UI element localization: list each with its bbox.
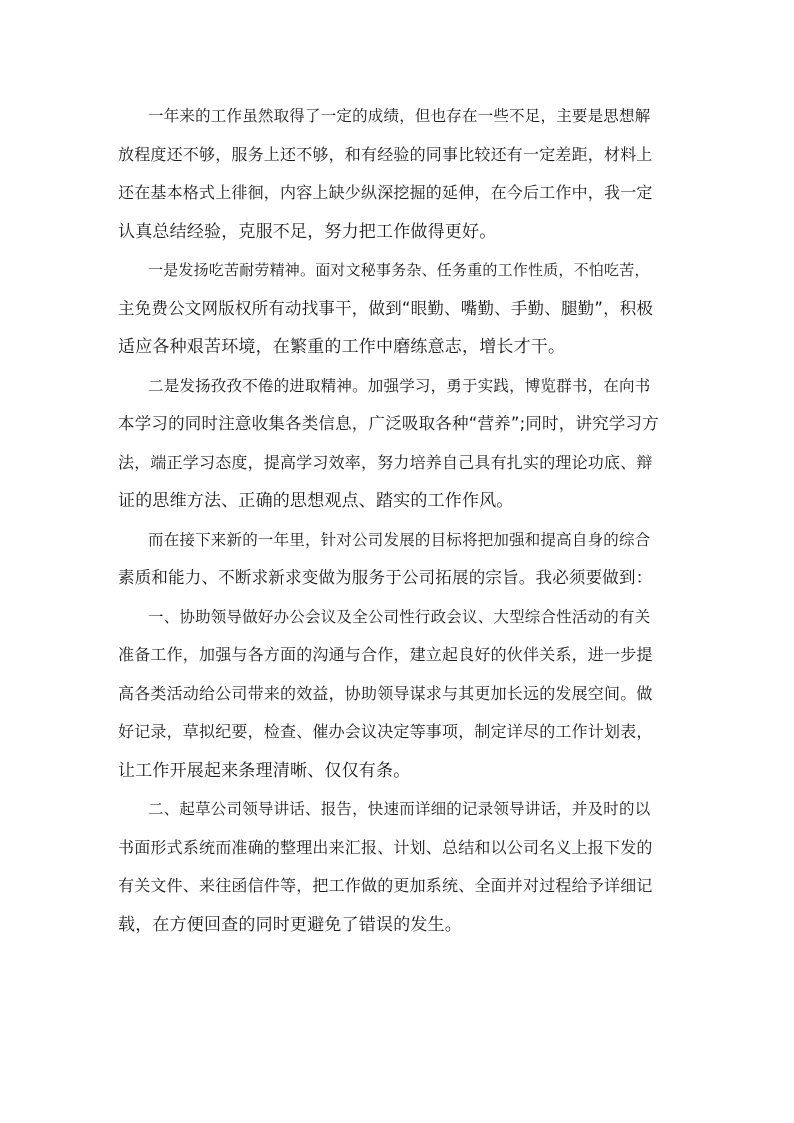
- paragraph-line: 本学习的同时注意收集各类信息，广泛吸取各种“营养”;同时，讲究学习方: [118, 414, 659, 433]
- paragraph-first-line: 二是发扬孜孜不倦的进取精神。加强学习，勇于实践，博览群书，在向书: [148, 376, 651, 395]
- paragraph-line: 载，在方便回查的同时更避免了错误的发生。: [118, 914, 462, 935]
- paragraph-line: 素质和能力、不断求新求变做为服务于公司拓展的宗旨。我必须要做到：: [118, 568, 653, 587]
- paragraph-first-line: 而在接下来新的一年里，针对公司发展的目标将把加强和提高自身的综合: [148, 530, 651, 549]
- paragraph-line: 放程度还不够，服务上还不够，和有经验的同事比较还有一定差距，材料上: [118, 144, 653, 164]
- paragraph-line: 好记录，草拟纪要，检查、催办会议决定等事项，制定详尽的工作计划表，: [118, 722, 653, 741]
- paragraph-line: 还在基本格式上徘徊，内容上缺少纵深挖掘的延伸，在今后工作中，我一定: [118, 183, 653, 202]
- paragraph-line: 高各类活动给公司带来的效益，协助领导谋求与其更加长远的发展空间。做: [118, 683, 653, 703]
- paragraph-line: 有关文件、来往函信件等，把工作做的更加系统、全面并对过程给予详细记: [118, 876, 653, 895]
- paragraph-first-line: 二、起草公司领导讲话、报告，快速而详细的记录领导讲话，并及时的以: [148, 800, 651, 818]
- paragraph-line: 让工作开展起来条理清晰、仅仅有条。: [118, 760, 411, 781]
- paragraph-first-line: 一是发扬吃苦耐劳精神。面对文秘事务杂、任务重的工作性质，不怕吃苦，: [148, 261, 650, 279]
- paragraph-first-line: 一年来的工作虽然取得了一定的成绩，但也存在一些不足，主要是思想解: [148, 107, 651, 125]
- paragraph-line: 书面形式系统而准确的整理出来汇报、计划、总结和以公司名义上报下发的: [118, 837, 653, 857]
- paragraph-line: 证的思维方法、正确的思想观点、踏实的工作作风。: [118, 491, 514, 511]
- paragraph-line: 法，端正学习态度，提高学习效率，努力培养自己具有扎实的理论功底、辩: [118, 452, 653, 472]
- paragraph-line: 准备工作，加强与各方面的沟通与合作，建立起良好的伙伴关系，进一步提: [118, 645, 653, 664]
- paragraph-line: 认真总结经验，克服不足，努力把工作做得更好。: [118, 221, 497, 242]
- paragraph-first-line: 一、协助领导做好办公会议及全公司性行政会议、大型综合性活动的有关: [148, 607, 651, 626]
- paragraph-line: 主免费公文网版权所有动找事干，做到“眼勤、嘴勤、手勤、腿勤”，积极: [118, 298, 654, 318]
- paragraph-line: 适应各种艰苦环境，在繁重的工作中磨练意志，增长才干。: [118, 337, 566, 357]
